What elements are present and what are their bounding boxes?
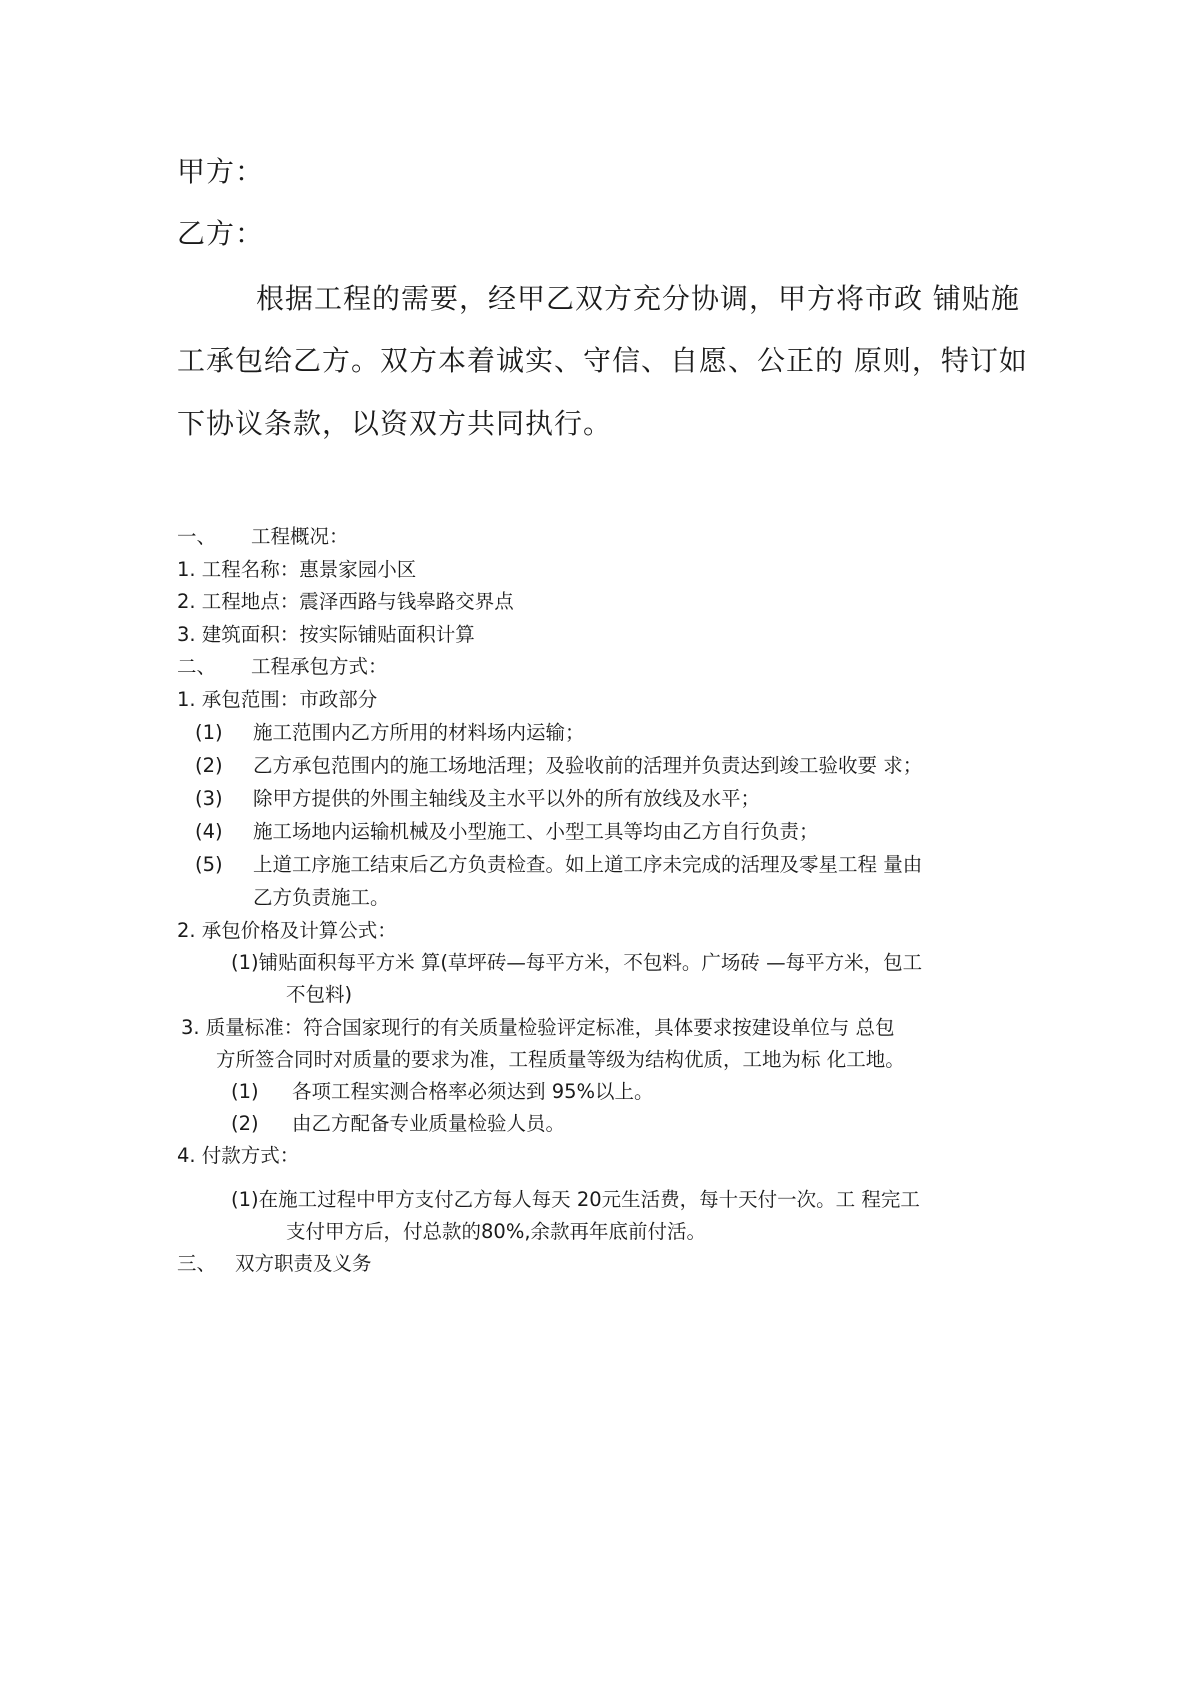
intro-line-3: 下协议条款，以资双方共同执行。 [177, 407, 613, 440]
party-b-label: 乙方： [177, 217, 265, 250]
scope-item-1-text: 施工范围内乙方所用的材料场内运输； [253, 721, 585, 744]
section-1-number: 一、 [177, 525, 217, 548]
quality-heading-line-2: 方所签合同时对质量的要求为准，工程质量等级为结构优质，工地为标 化工地。 [216, 1048, 905, 1071]
scope-item-2-number: (2) [195, 754, 223, 777]
section-3-number: 三、 [177, 1252, 217, 1275]
scope-item-5-number: (5) [195, 853, 223, 876]
section-1-item-2: 2. 工程地点：震泽西路与钱皋路交界点 [177, 590, 514, 613]
payment-heading: 4. 付款方式： [177, 1144, 300, 1167]
scope-item-4-text: 施工场地内运输机械及小型施工、小型工具等均由乙方自行负责； [253, 820, 819, 843]
section-1-title: 工程概况： [251, 525, 349, 548]
scope-item-3-text: 除甲方提供的外围主轴线及主水平以外的所有放线及水平； [253, 787, 761, 810]
scope-item-2-text: 乙方承包范围内的施工场地活理；及验收前的活理并负责达到竣工验收要 求； [253, 754, 923, 777]
section-2-title: 工程承包方式： [251, 655, 388, 678]
quality-item-1-number: (1) [231, 1080, 259, 1103]
intro-line-2: 工承包给乙方。双方本着诚实、守信、自愿、公正的 原则，特订如 [177, 344, 1028, 377]
section-1-heading [177, 527, 349, 547]
price-heading: 2. 承包价格及计算公式： [177, 919, 397, 942]
section-1-item-1: 1. 工程名称：惠景家园小区 [177, 558, 417, 581]
scope-item-3-number: (3) [195, 787, 223, 810]
price-line-2: 不包料) [286, 983, 353, 1006]
intro-line-1: 根据工程的需要，经甲乙双方充分协调，甲方将市政 铺贴施 [256, 282, 1020, 315]
party-a-label: 甲方： [177, 155, 265, 188]
quality-item-2-text: 由乙方配备专业质量检验人员。 [292, 1112, 566, 1135]
section-3-title: 双方职责及义务 [235, 1252, 372, 1275]
payment-line-2: 支付甲方后，付总款的80%,余款再年底前付活。 [286, 1220, 707, 1243]
section-3-heading [177, 1254, 372, 1274]
scope-item-5-continuation: 乙方负责施工。 [253, 886, 390, 909]
quality-heading-line-1: 3. 质量标准：符合国家现行的有关质量检验评定标准，具体要求按建设单位与 总包 [181, 1016, 895, 1039]
scope-heading: 1. 承包范围：市政部分 [177, 688, 378, 711]
payment-line-1: (1)在施工过程中甲方支付乙方每人每天 20元生活费，每十天付一次。工 程完工 [231, 1188, 920, 1211]
quality-item-2-number: (2) [231, 1112, 259, 1135]
section-2-number: 二、 [177, 655, 217, 678]
scope-item-1-number: (1) [195, 721, 223, 744]
section-2-heading [177, 657, 388, 677]
scope-item-5-text: 上道工序施工结束后乙方负责检查。如上道工序未完成的活理及零星工程 量由 [253, 853, 923, 876]
section-1-item-3: 3. 建筑面积：按实际铺贴面积计算 [177, 623, 475, 646]
quality-item-1-text: 各项工程实测合格率必须达到 95%以上。 [292, 1080, 654, 1103]
scope-item-4-number: (4) [195, 820, 223, 843]
price-line-1: (1)铺贴面积每平方米 算(草坪砖—每平方米，不包料。广场砖 —每平方米，包工 [231, 951, 923, 974]
